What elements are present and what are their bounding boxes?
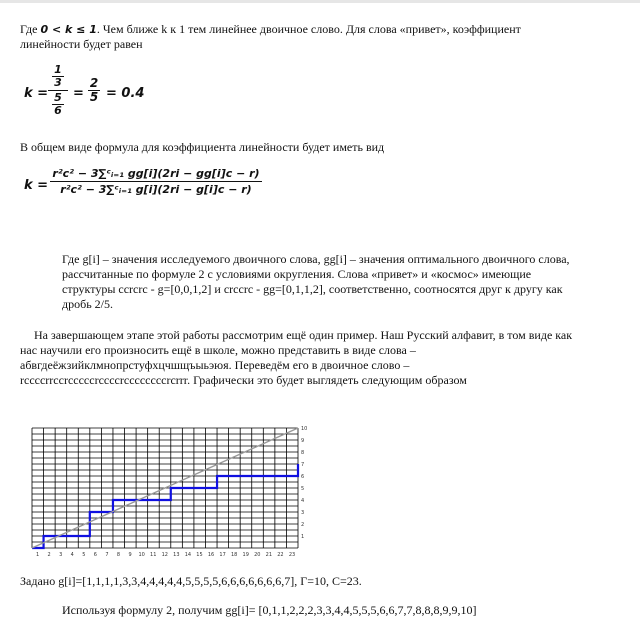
x-tick-label: 23 bbox=[288, 552, 296, 558]
y-tick-label: 9 bbox=[301, 438, 305, 444]
y-tick-label: 4 bbox=[301, 498, 305, 504]
x-tick-label: 1 bbox=[35, 552, 40, 558]
y-tick-label: 8 bbox=[301, 450, 305, 456]
fraction-digit: 6 bbox=[54, 104, 62, 117]
x-tick-label: 5 bbox=[82, 552, 86, 558]
y-tick-label: 2 bbox=[301, 522, 305, 528]
formula-general-fraction bbox=[50, 166, 262, 197]
x-tick-label: 19 bbox=[242, 552, 249, 558]
fraction-digit: 1 bbox=[54, 63, 62, 76]
formula-result: = 0.4 bbox=[106, 86, 145, 101]
denominator-fraction bbox=[52, 92, 64, 117]
x-tick-label: 7 bbox=[105, 552, 109, 558]
formula-equals: = bbox=[73, 86, 84, 101]
x-tick-label: 12 bbox=[161, 552, 168, 558]
fraction-digit: 3 bbox=[54, 76, 62, 89]
x-tick-label: 14 bbox=[184, 552, 192, 558]
x-tick-label: 4 bbox=[70, 552, 74, 558]
y-tick-label: 7 bbox=[301, 462, 305, 468]
x-tick-label: 16 bbox=[207, 552, 215, 558]
y-tick-label: 10 bbox=[301, 426, 308, 432]
formula-complex-fraction bbox=[48, 64, 68, 117]
x-tick-label: 22 bbox=[277, 552, 284, 558]
y-tick-label: 3 bbox=[301, 510, 305, 516]
paragraph-given-values: Задано g[i]=[1,1,1,1,3,3,4,4,4,4,4,5,5,5,5,6,6,6,6,6,6,6,7], Г=10, С=23. bbox=[20, 574, 362, 588]
x-tick-label: 11 bbox=[150, 552, 157, 558]
x-tick-label: 13 bbox=[173, 552, 180, 558]
x-tick-label: 8 bbox=[116, 552, 121, 558]
step-chart bbox=[28, 418, 318, 560]
y-tick-label: 1 bbox=[301, 534, 305, 540]
x-tick-label: 20 bbox=[254, 552, 261, 558]
x-tick-label: 21 bbox=[265, 552, 273, 558]
formula-denominator: r²c² − 3∑ᶜᵢ₌₁ g[i](2ri − g[i]c − r) bbox=[60, 183, 252, 196]
formula-lhs: k = bbox=[24, 86, 49, 101]
y-tick-label: 6 bbox=[301, 474, 305, 480]
paragraph-general-formula: В общем виде формула для коэффициента линейности будет иметь вид bbox=[20, 140, 385, 154]
formula-fraction-two-fifths bbox=[88, 77, 100, 104]
x-tick-label: 3 bbox=[59, 552, 63, 558]
x-tick-label: 2 bbox=[47, 552, 51, 558]
paragraph-k-range bbox=[20, 22, 580, 52]
fraction-digit: 2 bbox=[89, 76, 99, 90]
x-tick-label: 6 bbox=[93, 552, 97, 558]
numerator-fraction bbox=[52, 64, 64, 89]
paragraph-definitions: Где g[i] – значения исследуемого двоичного слова, gg[i] – значения оптимального двоичного слова, рассчитанные по формуле 2 с условиями округления. Слова «привет» и «космос» имеющие структуры ccrcrc - g=[0,0,1,2] и crcсrc - gg=[0,1,1,2], соответственно, соотносятся друг к другу как дробь 2/5. bbox=[62, 252, 570, 311]
fraction-digit: 5 bbox=[54, 91, 62, 104]
formula-lhs: k = bbox=[24, 178, 49, 193]
x-tick-label: 18 bbox=[230, 552, 238, 558]
x-tick-label: 9 bbox=[128, 552, 132, 558]
x-tick-label: 15 bbox=[196, 552, 203, 558]
paragraph-gg-values: Используя формулу 2, получим gg[i]= [0,1,1,2,2,2,3,3,4,4,5,5,5,6,6,7,7,8,8,8,9,9,10] bbox=[62, 603, 477, 617]
page-top-border bbox=[0, 0, 640, 3]
formula-numerator: r²c² − 3∑ᶜᵢ₌₁ gg[i](2ri − gg[i]c − r) bbox=[52, 167, 260, 180]
y-tick-label: 5 bbox=[301, 486, 305, 492]
paragraph-text: . Чем ближе k к 1 тем линейнее двоичное слово. Для слова «привет», коэффициент линейности будет равен bbox=[20, 22, 521, 51]
paragraph-alphabet-example: На завершающем этапе этой работы рассмотрим ещё один пример. Наш Русский алфавит, в том виде как нас научили его произносить ещё в школе, можно представить в виде слова – абвгдеёжзийклмнопрстуфхцчшщъыьэюя. Переведём его в двоичное слово – rccccrrccrcccccrccccrccccccccrcrrr. Графически это будет выглядеть следующим образом bbox=[20, 328, 573, 387]
fraction-digit: 5 bbox=[89, 90, 99, 104]
paragraph-text: Где bbox=[20, 22, 38, 36]
k-condition-formula: 0 < k ≤ 1 bbox=[40, 23, 97, 36]
x-tick-label: 10 bbox=[138, 552, 145, 558]
x-tick-label: 17 bbox=[219, 552, 226, 558]
